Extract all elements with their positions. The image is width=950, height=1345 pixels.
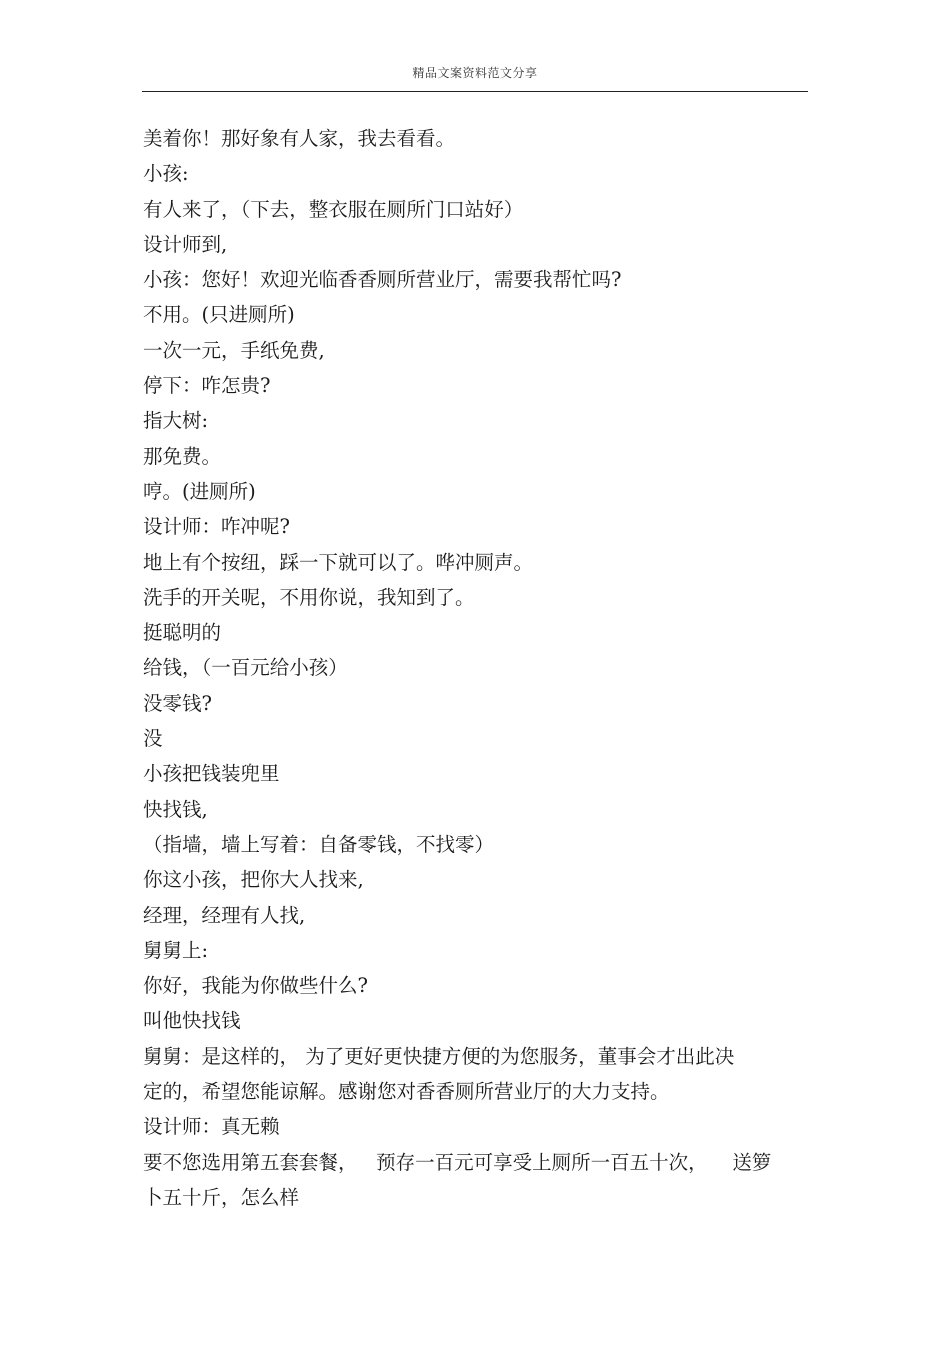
text-line: 给钱，（一百元给小孩） <box>143 656 348 680</box>
text-line: 指大树: <box>143 409 209 433</box>
text-line: 有人来了，（下去，整衣服在厕所门口站好） <box>143 197 524 221</box>
text-line: 洗手的开关呢，不用你说，我知到了。 <box>143 585 475 609</box>
text-line: 挺聪明的 <box>143 621 222 645</box>
text-line: 设计师：真无赖 <box>143 1115 280 1139</box>
text-line: 快找钱, <box>143 797 208 821</box>
text-line: 设计师：咋冲呢? <box>143 515 290 539</box>
text-line: 舅舅：是这样的， 为了更好更快捷方便的为您服务，董事会才出此决 <box>143 1044 735 1068</box>
text-line: 一次一元，手纸免费, <box>143 338 325 362</box>
text-line: 舅舅上: <box>143 938 209 962</box>
text-line: 小孩: <box>143 162 189 186</box>
text-line: 没 <box>143 727 163 751</box>
text-line: 卜五十斤，怎么样 <box>143 1185 300 1209</box>
text-line: （指墙，墙上写着：自备零钱，不找零） <box>143 832 495 856</box>
text-line: 设计师到, <box>143 232 228 256</box>
text-line: 那免费。 <box>143 444 222 468</box>
text-line: 经理，经理有人找, <box>143 903 306 927</box>
text-line: 哼。(进厕所) <box>143 479 256 503</box>
text-line: 你这小孩，把你大人找来, <box>143 868 364 892</box>
text-line: 停下：咋怎贵? <box>143 374 271 398</box>
header-divider <box>142 91 808 92</box>
text-line: 地上有个按纽，踩一下就可以了。哗冲厕声。 <box>143 550 534 574</box>
text-line: 小孩把钱装兜里 <box>143 762 280 786</box>
text-line: 美着你！那好象有人家，我去看看。 <box>143 127 456 150</box>
page-header: 精品文案资料范文分享 <box>412 66 538 80</box>
text-line: 叫他快找钱 <box>143 1009 241 1033</box>
text-line: 定的，希望您能谅解。感谢您对香香厕所营业厅的大力支持。 <box>143 1080 670 1104</box>
text-line: 小孩：您好！欢迎光临香香厕所营业厅，需要我帮忙吗? <box>143 268 622 292</box>
text-line: 没零钱? <box>143 691 212 715</box>
text-line: 要不您选用第五套套餐， 预存一百元可享受上厕所一百五十次， 送箩 <box>143 1150 772 1174</box>
document-body <box>143 121 808 1215</box>
text-line: 不用。(只进厕所) <box>143 303 295 327</box>
text-line: 你好，我能为你做些什么? <box>143 974 368 998</box>
